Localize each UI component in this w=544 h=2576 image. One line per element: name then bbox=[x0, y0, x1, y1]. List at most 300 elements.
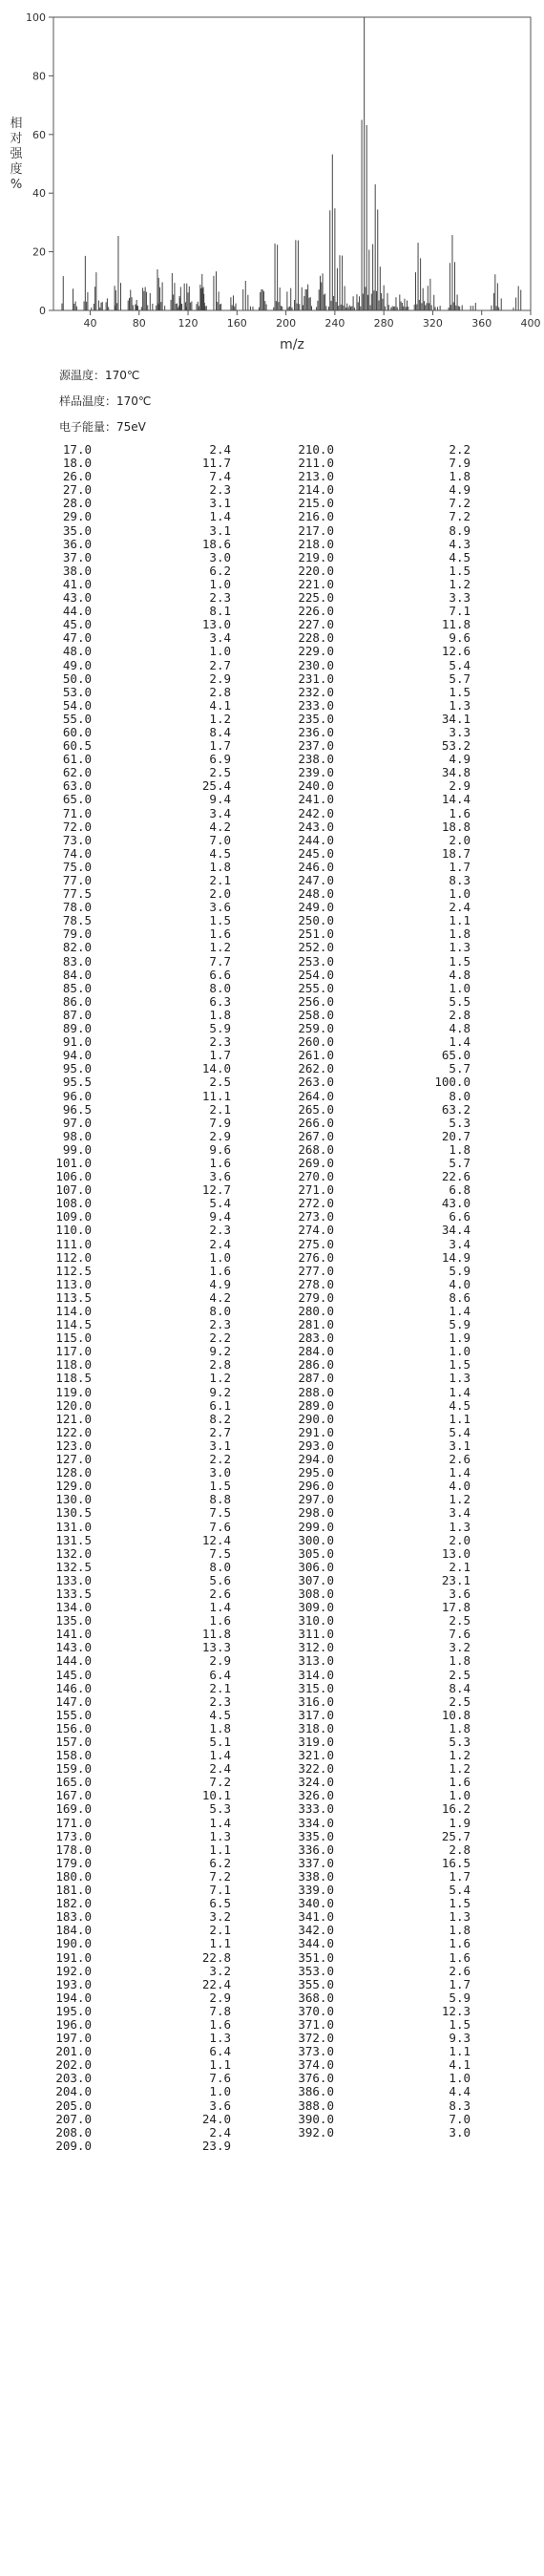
mz-value: 372.0 bbox=[298, 2031, 334, 2046]
intensity-value: 2.8 bbox=[449, 1842, 471, 1857]
mz-value: 205.0 bbox=[55, 2097, 92, 2113]
mz-value: 203.0 bbox=[55, 2071, 92, 2086]
mz-value: 297.0 bbox=[298, 1492, 334, 1507]
mz-value: 197.0 bbox=[55, 2031, 92, 2046]
mz-value: 147.0 bbox=[55, 1693, 92, 1709]
intensity-value: 1.1 bbox=[209, 2057, 231, 2073]
intensity-value: 4.3 bbox=[449, 536, 471, 551]
intensity-value: 1.0 bbox=[449, 1344, 471, 1359]
intensity-value: 1.7 bbox=[449, 859, 471, 874]
intensity-value: 6.2 bbox=[209, 1855, 231, 1870]
intensity-value: 1.5 bbox=[209, 913, 231, 928]
mz-value: 276.0 bbox=[298, 1249, 334, 1265]
intensity-value: 1.0 bbox=[449, 886, 471, 902]
mz-value: 306.0 bbox=[298, 1559, 334, 1574]
x-tick-label: 360 bbox=[471, 317, 492, 330]
x-tick-label: 280 bbox=[373, 317, 394, 330]
mz-value: 133.5 bbox=[55, 1586, 92, 1601]
mz-value: 353.0 bbox=[298, 1963, 334, 1978]
intensity-value: 1.4 bbox=[449, 1034, 471, 1050]
mz-value: 374.0 bbox=[298, 2057, 334, 2073]
intensity-value: 1.0 bbox=[209, 644, 231, 659]
mz-value: 300.0 bbox=[298, 1532, 334, 1547]
mz-value: 113.5 bbox=[55, 1289, 92, 1305]
mz-value: 351.0 bbox=[298, 1949, 334, 1965]
mz-value: 339.0 bbox=[298, 1883, 334, 1898]
intensity-value: 1.5 bbox=[449, 684, 471, 699]
mz-value: 115.0 bbox=[55, 1331, 92, 1346]
intensity-value: 23.1 bbox=[441, 1572, 471, 1587]
intensity-value: 3.6 bbox=[209, 2097, 231, 2113]
mz-value: 123.0 bbox=[55, 1437, 92, 1453]
mz-value: 241.0 bbox=[298, 792, 334, 807]
y-tick-label: 60 bbox=[32, 128, 46, 141]
intensity-value: 2.3 bbox=[209, 1034, 231, 1050]
mz-value: 337.0 bbox=[298, 1855, 334, 1870]
intensity-value: 2.4 bbox=[449, 900, 471, 915]
intensity-value: 22.4 bbox=[201, 1976, 231, 1991]
intensity-value: 5.3 bbox=[449, 1115, 471, 1130]
intensity-value: 100.0 bbox=[434, 1075, 471, 1090]
intensity-value: 2.2 bbox=[449, 442, 471, 457]
mz-value: 342.0 bbox=[298, 1923, 334, 1938]
intensity-value: 1.0 bbox=[449, 2071, 471, 2086]
intensity-value: 5.4 bbox=[209, 1196, 231, 1211]
intensity-value: 14.4 bbox=[441, 792, 471, 807]
intensity-value: 3.0 bbox=[209, 549, 231, 564]
mz-value: 181.0 bbox=[55, 1883, 92, 1898]
intensity-value: 1.2 bbox=[209, 940, 231, 955]
mz-value: 278.0 bbox=[298, 1276, 334, 1291]
intensity-value: 1.8 bbox=[449, 469, 471, 484]
intensity-value: 5.6 bbox=[209, 1572, 231, 1587]
intensity-value: 5.7 bbox=[449, 671, 471, 686]
intensity-value: 3.0 bbox=[449, 2124, 471, 2140]
intensity-value: 14.0 bbox=[201, 1061, 231, 1076]
intensity-value: 5.3 bbox=[449, 1735, 471, 1749]
intensity-value: 2.1 bbox=[209, 1923, 231, 1938]
mz-value: 286.0 bbox=[298, 1357, 334, 1373]
mz-value: 261.0 bbox=[298, 1048, 334, 1063]
mz-value: 319.0 bbox=[298, 1735, 334, 1749]
mz-value: 295.0 bbox=[298, 1465, 334, 1480]
intensity-value: 2.5 bbox=[209, 765, 231, 780]
intensity-value: 4.5 bbox=[209, 845, 231, 861]
mz-value: 65.0 bbox=[62, 792, 92, 807]
intensity-value: 6.6 bbox=[449, 1209, 471, 1224]
intensity-value: 1.3 bbox=[209, 1828, 231, 1843]
sample-temperature: 样品温度：170℃ bbox=[59, 394, 152, 408]
intensity-value: 3.1 bbox=[209, 496, 231, 511]
intensity-value: 1.6 bbox=[209, 2016, 231, 2032]
mz-value: 72.0 bbox=[62, 819, 92, 834]
mz-value: 130.0 bbox=[55, 1492, 92, 1507]
intensity-value: 1.4 bbox=[209, 1748, 231, 1763]
mz-value: 141.0 bbox=[55, 1627, 92, 1642]
mz-value: 370.0 bbox=[298, 2003, 334, 2018]
intensity-value: 2.3 bbox=[209, 590, 231, 606]
mz-value: 191.0 bbox=[55, 1949, 92, 1965]
intensity-value: 12.4 bbox=[201, 1532, 231, 1547]
mz-value: 216.0 bbox=[298, 509, 334, 524]
x-tick-label: 80 bbox=[132, 317, 146, 330]
mz-value: 264.0 bbox=[298, 1088, 334, 1103]
intensity-value: 8.0 bbox=[209, 1559, 231, 1574]
intensity-value: 1.6 bbox=[449, 1936, 471, 1951]
mz-value: 132.0 bbox=[55, 1545, 92, 1561]
intensity-value: 8.1 bbox=[209, 604, 231, 619]
mz-value: 27.0 bbox=[62, 482, 92, 498]
intensity-value: 1.7 bbox=[449, 1976, 471, 1991]
mz-value: 270.0 bbox=[298, 1169, 334, 1184]
mz-value: 251.0 bbox=[298, 926, 334, 942]
source-temperature: 源温度：170℃ bbox=[59, 369, 140, 382]
mz-value: 289.0 bbox=[298, 1397, 334, 1413]
mz-value: 392.0 bbox=[298, 2124, 334, 2140]
intensity-value: 20.7 bbox=[441, 1128, 471, 1143]
mz-value: 120.0 bbox=[55, 1397, 92, 1413]
mz-value: 109.0 bbox=[55, 1209, 92, 1224]
intensity-value: 4.9 bbox=[449, 482, 471, 498]
intensity-value: 2.4 bbox=[209, 1236, 231, 1251]
intensity-value: 6.4 bbox=[209, 2044, 231, 2059]
intensity-value: 2.0 bbox=[209, 886, 231, 902]
mz-value: 85.0 bbox=[62, 980, 92, 995]
mz-value: 355.0 bbox=[298, 1976, 334, 1991]
mz-value: 184.0 bbox=[55, 1923, 92, 1938]
mz-value: 117.0 bbox=[55, 1344, 92, 1359]
mz-value: 157.0 bbox=[55, 1735, 92, 1749]
mz-value: 231.0 bbox=[298, 671, 334, 686]
mz-value: 248.0 bbox=[298, 886, 334, 902]
intensity-value: 1.2 bbox=[449, 1748, 471, 1763]
mz-value: 220.0 bbox=[298, 563, 334, 578]
intensity-value: 3.4 bbox=[449, 1505, 471, 1521]
mz-value: 54.0 bbox=[62, 697, 92, 713]
mz-value: 266.0 bbox=[298, 1115, 334, 1130]
mz-value: 243.0 bbox=[298, 819, 334, 834]
mz-value: 225.0 bbox=[298, 590, 334, 606]
mz-value: 277.0 bbox=[298, 1263, 334, 1278]
intensity-value: 1.5 bbox=[209, 1479, 231, 1494]
x-tick-label: 120 bbox=[178, 317, 199, 330]
intensity-value: 1.4 bbox=[449, 1465, 471, 1480]
mz-value: 110.0 bbox=[55, 1223, 92, 1238]
intensity-value: 4.8 bbox=[449, 1021, 471, 1036]
mz-value: 309.0 bbox=[298, 1600, 334, 1615]
mz-value: 233.0 bbox=[298, 697, 334, 713]
intensity-value: 4.1 bbox=[449, 2057, 471, 2073]
mz-value: 192.0 bbox=[55, 1963, 92, 1978]
mz-value: 275.0 bbox=[298, 1236, 334, 1251]
intensity-value: 4.2 bbox=[209, 1289, 231, 1305]
mz-value: 280.0 bbox=[298, 1304, 334, 1318]
mz-value: 169.0 bbox=[55, 1801, 92, 1817]
mz-value: 244.0 bbox=[298, 832, 334, 847]
intensity-value: 1.1 bbox=[449, 913, 471, 928]
intensity-value: 3.2 bbox=[209, 1963, 231, 1978]
mz-value: 238.0 bbox=[298, 752, 334, 767]
mz-value: 373.0 bbox=[298, 2044, 334, 2059]
intensity-value: 11.8 bbox=[441, 617, 471, 632]
intensity-value: 65.0 bbox=[441, 1048, 471, 1063]
x-tick-label: 320 bbox=[422, 317, 443, 330]
intensity-value: 2.3 bbox=[209, 1223, 231, 1238]
intensity-value: 1.0 bbox=[209, 1249, 231, 1265]
mz-value: 284.0 bbox=[298, 1344, 334, 1359]
intensity-value: 1.5 bbox=[449, 953, 471, 969]
mz-value: 237.0 bbox=[298, 738, 334, 754]
intensity-value: 8.3 bbox=[449, 2097, 471, 2113]
intensity-value: 4.9 bbox=[209, 1276, 231, 1291]
mz-value: 281.0 bbox=[298, 1317, 334, 1332]
intensity-value: 5.7 bbox=[449, 1155, 471, 1170]
mz-value: 390.0 bbox=[298, 2111, 334, 2126]
intensity-value: 2.7 bbox=[209, 657, 231, 672]
mz-value: 37.0 bbox=[62, 549, 92, 564]
intensity-value: 3.1 bbox=[209, 522, 231, 538]
mz-value: 333.0 bbox=[298, 1801, 334, 1817]
intensity-value: 7.0 bbox=[449, 2111, 471, 2126]
intensity-value: 5.9 bbox=[449, 1317, 471, 1332]
intensity-value: 4.2 bbox=[209, 819, 231, 834]
mz-value: 75.0 bbox=[62, 859, 92, 874]
mz-value: 294.0 bbox=[298, 1452, 334, 1467]
intensity-value: 14.9 bbox=[441, 1249, 471, 1265]
mz-value: 179.0 bbox=[55, 1855, 92, 1870]
intensity-value: 34.4 bbox=[441, 1223, 471, 1238]
intensity-value: 2.8 bbox=[209, 1357, 231, 1373]
intensity-value: 1.0 bbox=[209, 2084, 231, 2099]
intensity-value: 6.9 bbox=[209, 752, 231, 767]
mz-value: 262.0 bbox=[298, 1061, 334, 1076]
mz-value: 83.0 bbox=[62, 953, 92, 969]
mz-value: 283.0 bbox=[298, 1331, 334, 1346]
mz-value: 247.0 bbox=[298, 873, 334, 887]
intensity-value: 1.1 bbox=[209, 1936, 231, 1951]
intensity-value: 2.6 bbox=[449, 1452, 471, 1467]
mz-value: 155.0 bbox=[55, 1707, 92, 1722]
mz-value: 171.0 bbox=[55, 1815, 92, 1830]
mz-value: 74.0 bbox=[62, 845, 92, 861]
mz-value: 272.0 bbox=[298, 1196, 334, 1211]
intensity-value: 5.9 bbox=[449, 1990, 471, 2005]
intensity-value: 6.1 bbox=[209, 1397, 231, 1413]
mz-value: 60.5 bbox=[62, 738, 92, 754]
mz-value: 315.0 bbox=[298, 1680, 334, 1695]
mz-value: 49.0 bbox=[62, 657, 92, 672]
intensity-value: 9.6 bbox=[449, 630, 471, 646]
intensity-value: 4.9 bbox=[449, 752, 471, 767]
mz-value: 128.0 bbox=[55, 1465, 92, 1480]
intensity-value: 1.3 bbox=[449, 940, 471, 955]
intensity-value: 3.6 bbox=[449, 1586, 471, 1601]
mz-value: 252.0 bbox=[298, 940, 334, 955]
mz-value: 213.0 bbox=[298, 469, 334, 484]
intensity-value: 1.8 bbox=[449, 1720, 471, 1735]
mz-value: 274.0 bbox=[298, 1223, 334, 1238]
intensity-value: 2.5 bbox=[209, 1075, 231, 1090]
mz-value: 107.0 bbox=[55, 1182, 92, 1198]
mz-value: 227.0 bbox=[298, 617, 334, 632]
intensity-value: 3.6 bbox=[209, 1169, 231, 1184]
intensity-value: 1.8 bbox=[449, 1141, 471, 1157]
intensity-value: 1.3 bbox=[449, 1519, 471, 1534]
mz-value: 79.0 bbox=[62, 926, 92, 942]
mz-value: 129.0 bbox=[55, 1479, 92, 1494]
intensity-value: 2.5 bbox=[449, 1693, 471, 1709]
mz-value: 38.0 bbox=[62, 563, 92, 578]
mz-value: 55.0 bbox=[62, 711, 92, 726]
intensity-value: 22.6 bbox=[441, 1169, 471, 1184]
mz-value: 221.0 bbox=[298, 576, 334, 591]
intensity-value: 3.3 bbox=[449, 724, 471, 739]
intensity-value: 7.9 bbox=[449, 456, 471, 471]
intensity-value: 13.0 bbox=[201, 617, 231, 632]
intensity-value: 7.7 bbox=[209, 953, 231, 969]
intensity-value: 7.2 bbox=[449, 496, 471, 511]
mz-value: 214.0 bbox=[298, 482, 334, 498]
intensity-value: 1.3 bbox=[449, 1371, 471, 1386]
mz-value: 299.0 bbox=[298, 1519, 334, 1534]
intensity-value: 2.0 bbox=[449, 832, 471, 847]
mz-value: 269.0 bbox=[298, 1155, 334, 1170]
mz-value: 290.0 bbox=[298, 1411, 334, 1426]
intensity-value: 12.7 bbox=[201, 1182, 231, 1198]
intensity-value: 1.8 bbox=[209, 859, 231, 874]
intensity-value: 8.4 bbox=[209, 724, 231, 739]
intensity-value: 9.4 bbox=[209, 1209, 231, 1224]
mz-value: 240.0 bbox=[298, 778, 334, 794]
intensity-value: 8.9 bbox=[449, 522, 471, 538]
intensity-value: 8.0 bbox=[209, 980, 231, 995]
intensity-value: 18.6 bbox=[201, 536, 231, 551]
x-tick-label: 200 bbox=[276, 317, 297, 330]
mz-value: 263.0 bbox=[298, 1075, 334, 1090]
intensity-value: 4.0 bbox=[449, 1479, 471, 1494]
mz-value: 376.0 bbox=[298, 2071, 334, 2086]
intensity-value: 2.4 bbox=[209, 2124, 231, 2140]
intensity-value: 2.1 bbox=[209, 1680, 231, 1695]
intensity-value: 1.5 bbox=[449, 563, 471, 578]
x-tick-label: 240 bbox=[324, 317, 345, 330]
intensity-value: 9.2 bbox=[209, 1384, 231, 1399]
mz-value: 28.0 bbox=[62, 496, 92, 511]
mz-value: 77.0 bbox=[62, 873, 92, 887]
intensity-value: 10.8 bbox=[441, 1707, 471, 1722]
mz-value: 61.0 bbox=[62, 752, 92, 767]
mz-value: 208.0 bbox=[55, 2124, 92, 2140]
mz-value: 317.0 bbox=[298, 1707, 334, 1722]
intensity-value: 2.4 bbox=[209, 442, 231, 457]
mz-value: 44.0 bbox=[62, 604, 92, 619]
intensity-value: 1.4 bbox=[209, 1815, 231, 1830]
mz-value: 18.0 bbox=[62, 456, 92, 471]
intensity-value: 8.0 bbox=[209, 1304, 231, 1318]
mz-value: 312.0 bbox=[298, 1640, 334, 1655]
intensity-value: 13.0 bbox=[441, 1545, 471, 1561]
intensity-value: 1.2 bbox=[449, 1492, 471, 1507]
intensity-value: 2.5 bbox=[449, 1667, 471, 1682]
mz-value: 26.0 bbox=[62, 469, 92, 484]
intensity-value: 1.6 bbox=[449, 805, 471, 820]
mz-value: 112.5 bbox=[55, 1263, 92, 1278]
intensity-value: 4.5 bbox=[209, 1707, 231, 1722]
mz-value: 258.0 bbox=[298, 1007, 334, 1022]
intensity-value: 3.3 bbox=[449, 590, 471, 606]
mz-value: 111.0 bbox=[55, 1236, 92, 1251]
mz-value: 321.0 bbox=[298, 1748, 334, 1763]
intensity-value: 16.5 bbox=[441, 1855, 471, 1870]
mz-value: 183.0 bbox=[55, 1909, 92, 1925]
mz-value: 254.0 bbox=[298, 967, 334, 982]
intensity-value: 6.4 bbox=[209, 1667, 231, 1682]
intensity-value: 1.8 bbox=[209, 1720, 231, 1735]
intensity-value: 9.2 bbox=[209, 1344, 231, 1359]
intensity-value: 3.2 bbox=[209, 1909, 231, 1925]
mz-value: 250.0 bbox=[298, 913, 334, 928]
intensity-value: 34.1 bbox=[441, 711, 471, 726]
mz-value: 255.0 bbox=[298, 980, 334, 995]
mz-value: 165.0 bbox=[55, 1775, 92, 1790]
intensity-value: 2.6 bbox=[449, 1963, 471, 1978]
intensity-value: 1.1 bbox=[449, 2044, 471, 2059]
intensity-value: 1.9 bbox=[449, 1815, 471, 1830]
mz-value: 215.0 bbox=[298, 496, 334, 511]
intensity-value: 7.6 bbox=[209, 2071, 231, 2086]
mz-value: 86.0 bbox=[62, 993, 92, 1009]
mz-value: 334.0 bbox=[298, 1815, 334, 1830]
mz-value: 236.0 bbox=[298, 724, 334, 739]
mz-value: 271.0 bbox=[298, 1182, 334, 1198]
mz-value: 71.0 bbox=[62, 805, 92, 820]
intensity-value: 5.4 bbox=[449, 1424, 471, 1439]
intensity-value: 24.0 bbox=[201, 2111, 231, 2126]
mz-value: 132.5 bbox=[55, 1559, 92, 1574]
intensity-value: 2.1 bbox=[209, 873, 231, 887]
mz-value: 265.0 bbox=[298, 1101, 334, 1117]
mz-value: 48.0 bbox=[62, 644, 92, 659]
electron-energy: 电子能量：75eV bbox=[59, 420, 146, 434]
mz-value: 230.0 bbox=[298, 657, 334, 672]
mz-value: 287.0 bbox=[298, 1371, 334, 1386]
intensity-value: 2.8 bbox=[209, 684, 231, 699]
mz-value: 267.0 bbox=[298, 1128, 334, 1143]
mz-value: 145.0 bbox=[55, 1667, 92, 1682]
intensity-value: 12.3 bbox=[441, 2003, 471, 2018]
intensity-value: 1.5 bbox=[449, 2016, 471, 2032]
mz-value: 87.0 bbox=[62, 1007, 92, 1022]
intensity-value: 7.9 bbox=[209, 1115, 231, 1130]
intensity-value: 23.9 bbox=[201, 2138, 231, 2153]
intensity-value: 1.1 bbox=[209, 1842, 231, 1857]
intensity-value: 4.1 bbox=[209, 697, 231, 713]
intensity-value: 4.5 bbox=[449, 1397, 471, 1413]
intensity-value: 7.4 bbox=[209, 469, 231, 484]
intensity-value: 16.2 bbox=[441, 1801, 471, 1817]
mz-value: 97.0 bbox=[62, 1115, 92, 1130]
mz-value: 368.0 bbox=[298, 1990, 334, 2005]
intensity-value: 5.4 bbox=[449, 657, 471, 672]
intensity-value: 7.6 bbox=[449, 1627, 471, 1642]
intensity-value: 1.2 bbox=[209, 1371, 231, 1386]
intensity-value: 1.9 bbox=[449, 1331, 471, 1346]
mz-value: 260.0 bbox=[298, 1034, 334, 1050]
mz-value: 313.0 bbox=[298, 1653, 334, 1669]
mz-value: 106.0 bbox=[55, 1169, 92, 1184]
mz-value: 314.0 bbox=[298, 1667, 334, 1682]
mz-value: 305.0 bbox=[298, 1545, 334, 1561]
